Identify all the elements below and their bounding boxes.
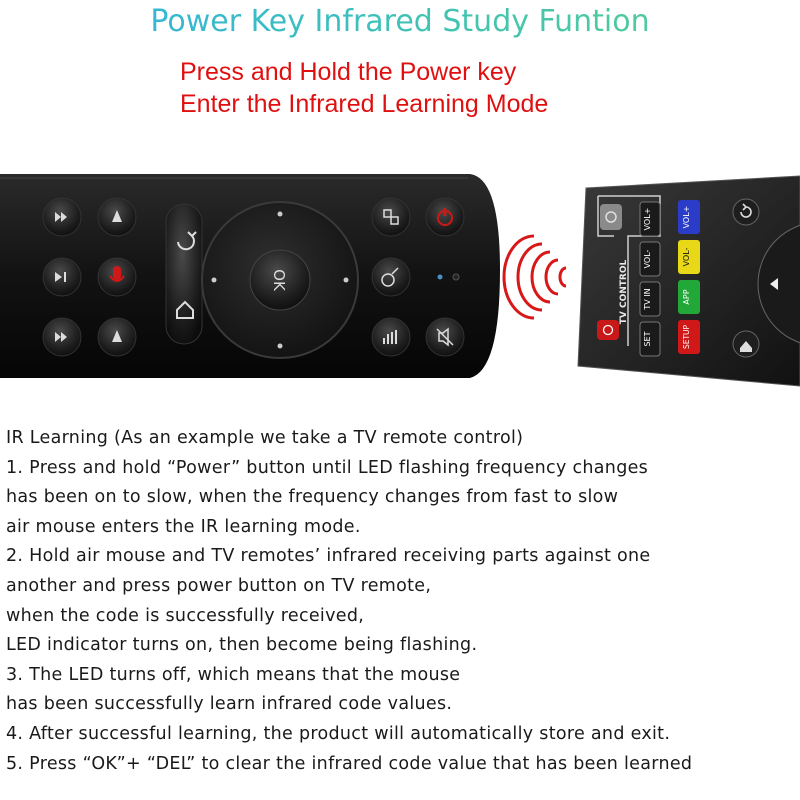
instruction-line: 5. Press “OK”+ “DEL” to clear the infrared code value that has been learned <box>6 753 693 774</box>
instruction-line: 3. The LED turns off, which means that the mouse <box>6 664 461 685</box>
svg-text:SET: SET <box>643 331 652 347</box>
tv-in-button[interactable] <box>640 282 660 316</box>
app-green-button[interactable] <box>678 280 700 314</box>
back-home-rocker[interactable] <box>166 204 202 344</box>
infrared-signal-icon <box>504 236 566 318</box>
tv-remote-power-button[interactable] <box>597 320 619 340</box>
play-pause-button[interactable] <box>43 258 81 296</box>
fast-forward-button[interactable] <box>43 198 81 236</box>
svg-text:VOL+: VOL+ <box>643 207 652 231</box>
air-mouse-remote <box>0 174 500 378</box>
instruction-line: 1. Press and hold “Power” button until LED flashing frequency changes <box>6 457 649 478</box>
svg-text:APP: APP <box>682 289 691 305</box>
instructions <box>6 424 798 779</box>
tv-power-toggle[interactable] <box>600 204 622 230</box>
instruction-line: 4. After successful learning, the product will automatically store and exit. <box>6 723 671 744</box>
instruction-line: has been on to slow, when the frequency changes from fast to slow <box>6 487 619 508</box>
voice-bottom-button[interactable] <box>98 318 136 356</box>
remotes-illustration <box>0 160 800 400</box>
instruction-line: air mouse enters the IR learning mode. <box>6 516 361 537</box>
power-button[interactable] <box>426 198 464 236</box>
rewind-button[interactable] <box>43 318 81 356</box>
vol-minus-yellow-button[interactable] <box>678 240 700 274</box>
voice-top-button[interactable] <box>98 198 136 236</box>
subtitle-line-2: Enter the Infrared Learning Mode <box>180 90 549 118</box>
tv-remote <box>578 176 800 386</box>
setup-red-button[interactable] <box>678 320 700 354</box>
tv-home-button[interactable] <box>733 331 759 357</box>
svg-text:VOL-: VOL- <box>643 249 652 269</box>
ok-button[interactable] <box>250 250 310 310</box>
set-button[interactable] <box>640 322 660 356</box>
svg-text:VOL+: VOL+ <box>682 205 691 229</box>
instruction-line: when the code is successfully received, <box>6 605 365 626</box>
svg-text:TV IN: TV IN <box>643 288 652 310</box>
mute-button[interactable] <box>426 318 464 356</box>
tv-back-button[interactable] <box>733 199 759 225</box>
svg-text:OK: OK <box>270 269 288 291</box>
subtitle-line-1: Press and Hold the Power key <box>180 58 517 86</box>
menu-button[interactable] <box>372 198 410 236</box>
vol-plus-button[interactable] <box>640 202 660 236</box>
mouse-mode-button[interactable] <box>372 258 410 296</box>
instructions-heading: IR Learning (As an example we take a TV remote control) <box>6 428 524 448</box>
page-title: Power Key Infrared Study Funtion <box>0 4 800 39</box>
svg-text:SETUP: SETUP <box>682 324 691 350</box>
svg-text:VOL-: VOL- <box>682 247 691 267</box>
vol-minus-button[interactable] <box>640 242 660 276</box>
instruction-line: 2. Hold air mouse and TV remotes’ infrared receiving parts against one <box>6 546 651 567</box>
tv-control-label: TV CONTROL <box>619 259 629 325</box>
instruction-line: has been successfully learn infrared code values. <box>6 694 453 715</box>
instruction-line: LED indicator turns on, then become being flashing. <box>6 635 478 656</box>
vol-plus-blue-button[interactable] <box>678 200 700 234</box>
volume-button[interactable] <box>372 318 410 356</box>
instruction-line: another and press power button on TV remote, <box>6 575 432 596</box>
microphone-button[interactable] <box>98 258 136 296</box>
